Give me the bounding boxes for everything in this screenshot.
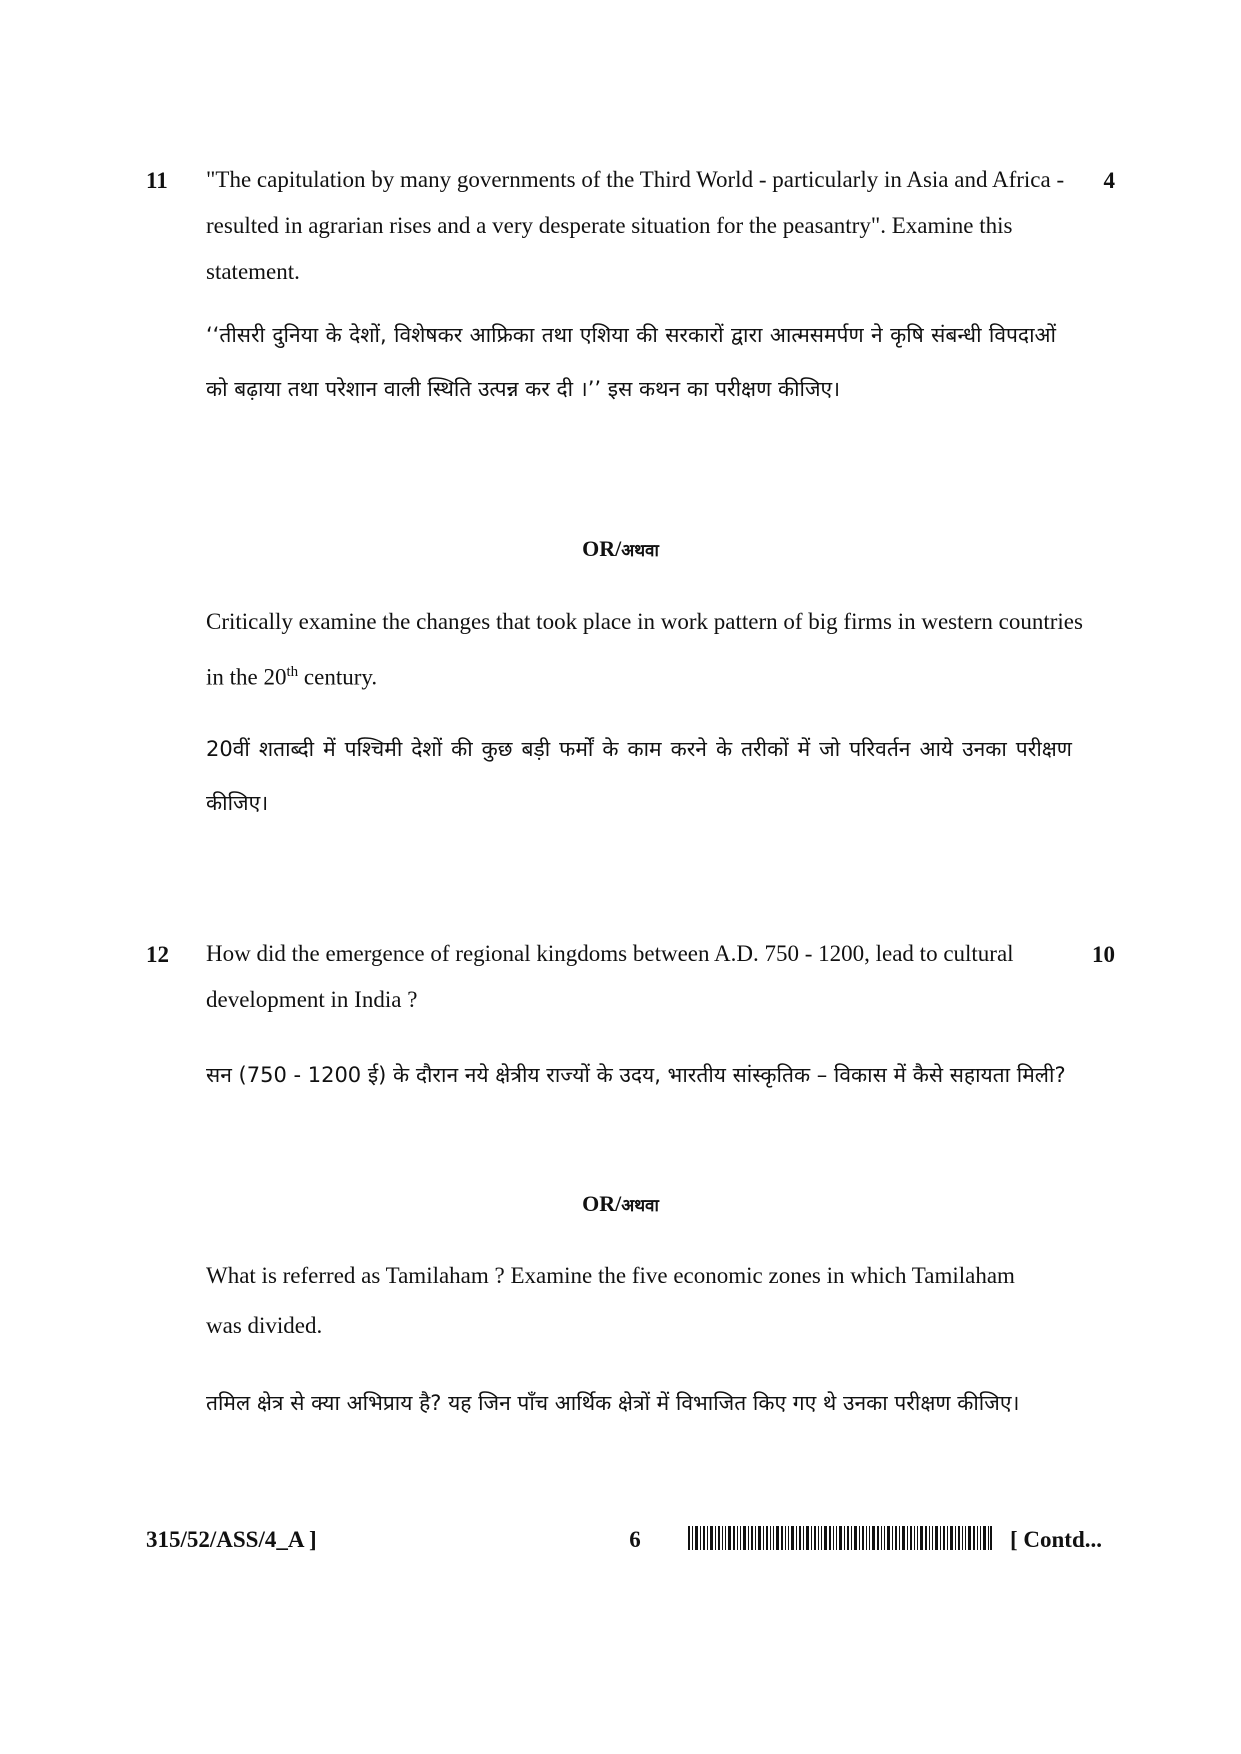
question-12-number: 12 — [146, 942, 169, 967]
or-divider-1: OR/अथवा — [582, 536, 659, 561]
question-11-alternative-english: Critically examine the changes that took place in work pattern of big firms in western countries in the 20th century. — [206, 609, 1083, 690]
question-12-marks: 10 — [1092, 942, 1115, 967]
question-11-hindi: ‘‘तीसरी दुनिया के देशों, विशेषकर आफ्रिका तथा एशिया की सरकारों द्वारा आत्मसमर्पण ने कृषि संबन्धी विपदाओं को बढ़ाया तथा परेशान वाली स्थिति उत्पन्न कर दी ।’’ इस कथन का परीक्षण कीजिए। — [206, 323, 1056, 401]
question-12-english: How did the emergence of regional kingdoms between A.D. 750 - 1200, lead to cultural development in India ? — [206, 941, 1014, 1012]
continued-label: [ Contd... — [1010, 1527, 1103, 1552]
question-12-hindi: सन (750 - 1200 ई) के दौरान नये क्षेत्रीय राज्यों के उदय, भारतीय सांस्कृतिक – विकास में कैसे सहायता मिली? — [206, 1063, 1066, 1087]
question-11-english: "The capitulation by many governments of the Third World - particularly in Asia and Africa - resulted in agrarian rises and a very desperate situation for the peasantry". Examine this statement. — [206, 167, 1065, 284]
page-number: 6 — [629, 1527, 641, 1552]
question-12-alternative-hindi: तमिल क्षेत्र से क्या अभिप्राय है? यह जिन पाँच आर्थिक क्षेत्रों में विभाजित किए गए थे उनका परीक्षण कीजिए। — [206, 1391, 1020, 1415]
paper-code: 315/52/ASS/4_A ] — [146, 1527, 317, 1552]
or-divider-2: OR/अथवा — [582, 1191, 659, 1216]
question-11-alternative-hindi: 20वीं शताब्दी में पश्चिमी देशों की कुछ बड़ी फर्मों के काम करने के तरीकों में जो परिवर्तन आये उनका परीक्षण कीजिए। — [206, 737, 1072, 815]
barcode-icon — [688, 1526, 992, 1550]
question-12-alternative-english: What is referred as Tamilaham ? Examine the five economic zones in which Tamilaham was divided. — [206, 1263, 1015, 1338]
question-11-number: 11 — [146, 168, 168, 193]
question-11-marks: 4 — [1103, 168, 1115, 193]
